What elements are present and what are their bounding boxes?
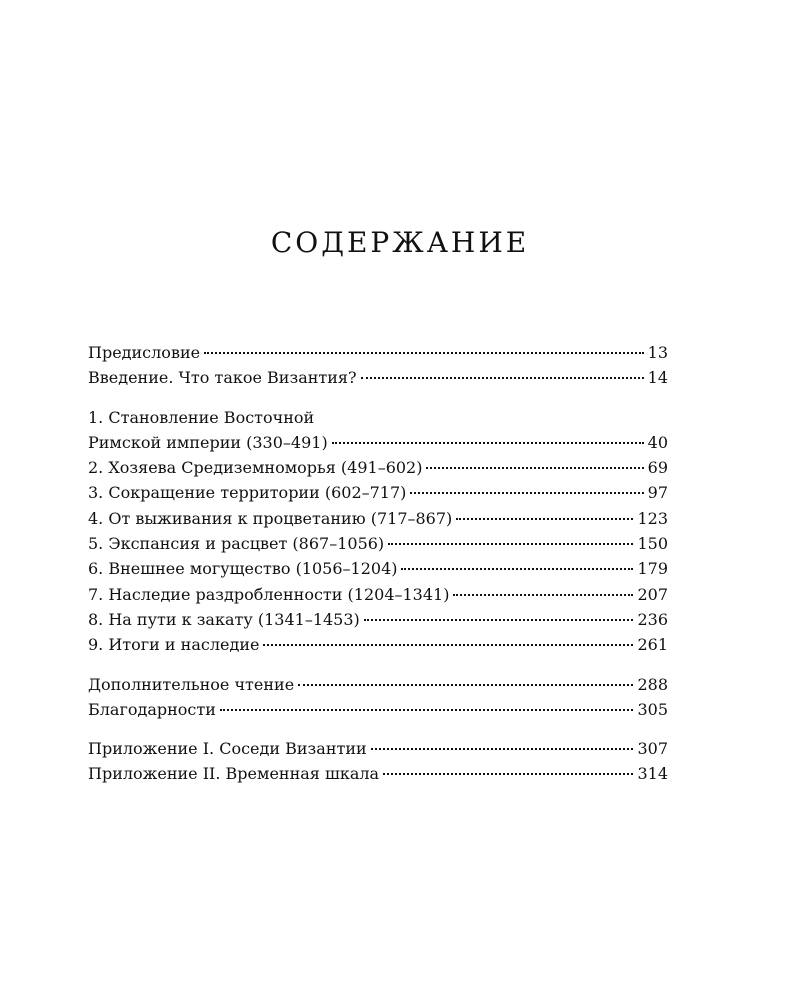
toc-entry-chapter-2[interactable] (88, 455, 668, 480)
toc-entry-title: 7. Наследие раздробленности (1204–1341) (88, 584, 450, 604)
toc-page-number: 40 (647, 432, 668, 452)
dot-leader (371, 748, 634, 750)
toc-entry-title: 9. Итоги и наследие (88, 635, 260, 655)
dot-leader (456, 518, 633, 520)
toc-entry-appendix-1[interactable] (88, 736, 668, 761)
toc-entry-title: 8. На пути к закату (1341–1453) (88, 609, 360, 629)
dot-leader (383, 773, 633, 775)
toc-entry-appendix-2[interactable] (88, 761, 668, 786)
toc-page-number: 97 (647, 483, 668, 503)
dot-leader (410, 492, 643, 494)
dot-leader (361, 377, 644, 379)
dot-leader (426, 467, 643, 469)
toc-entry-chapter-6[interactable] (88, 556, 668, 581)
toc-entry-title: Предисловие (88, 343, 201, 362)
toc-entry-title: Дополнительное чтение (88, 674, 295, 694)
dot-leader (401, 568, 633, 570)
toc-entry-chapter-4[interactable] (88, 506, 668, 531)
toc-page-number: 307 (637, 739, 668, 759)
toc-entry-further-reading[interactable] (88, 672, 668, 697)
toc-entry-chapter-5[interactable] (88, 531, 668, 556)
toc-entry-title: 2. Хозяева Средиземноморья (491–602) (88, 458, 423, 478)
toc-page-number: 13 (647, 343, 668, 362)
toc-page-number: 14 (647, 368, 668, 388)
dot-leader (453, 594, 633, 596)
dot-leader (298, 684, 633, 686)
toc-page-number: 261 (637, 635, 668, 655)
dot-leader (364, 619, 634, 621)
toc-page-number: 69 (647, 458, 668, 478)
table-of-contents (88, 340, 668, 787)
toc-page-number: 179 (637, 559, 668, 579)
toc-page-number: 123 (637, 508, 668, 528)
toc-entry-title: 3. Сокращение территории (602–717) (88, 483, 407, 503)
dot-leader (263, 644, 633, 646)
toc-entry-chapter-1[interactable] (88, 430, 668, 455)
page-title: СОДЕРЖАНИЕ (270, 226, 530, 259)
toc-entry-chapter-1-first-line[interactable] (88, 405, 668, 430)
dot-leader (220, 709, 634, 711)
toc-entry-title: Римской империи (330–491) (88, 432, 328, 452)
toc-page-number: 288 (637, 674, 668, 694)
toc-entry-title: Приложение II. Временная шкала (88, 764, 380, 784)
toc-entry-acknowledgements[interactable] (88, 697, 668, 722)
dot-leader (332, 442, 644, 444)
toc-entry-title: 6. Внешнее могущество (1056–1204) (88, 559, 398, 579)
toc-entry-title: 1. Становление Восточной (88, 407, 315, 427)
toc-entry-chapter-8[interactable] (88, 607, 668, 632)
toc-page-number: 314 (637, 764, 668, 784)
toc-page-number: 207 (637, 584, 668, 604)
toc-page-number: 305 (637, 699, 668, 719)
toc-entry-title: Благодарности (88, 699, 216, 719)
toc-page-number: 150 (637, 534, 668, 554)
toc-entry-chapter-9[interactable] (88, 632, 668, 657)
toc-entry-chapter-3[interactable] (88, 480, 668, 505)
toc-entry-title: 4. От выживания к процветанию (717–867) (88, 508, 453, 528)
toc-page-number: 236 (637, 609, 668, 629)
toc-entry-introduction[interactable] (88, 365, 668, 390)
toc-entry-chapter-7[interactable] (88, 582, 668, 607)
toc-entry-title: Приложение I. Соседи Византии (88, 739, 367, 759)
toc-entry-title: 5. Экспансия и расцвет (867–1056) (88, 534, 385, 554)
dot-leader (204, 352, 644, 354)
dot-leader (388, 543, 633, 545)
toc-entry-title: Введение. Что такое Византия? (88, 368, 357, 388)
toc-entry-preface[interactable] (88, 340, 668, 365)
